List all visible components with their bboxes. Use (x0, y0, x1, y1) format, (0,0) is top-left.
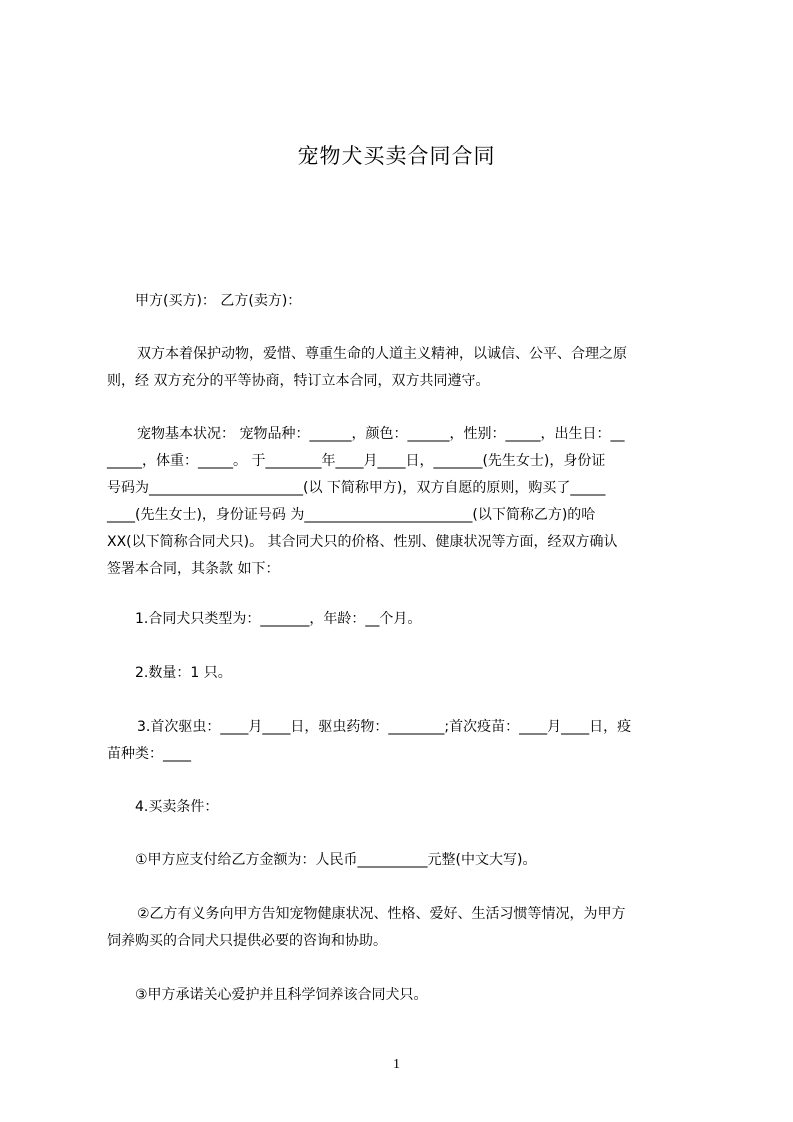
condition-2-line-2: 饲养购买的合同犬只提供必要的咨询和协助。 (107, 933, 387, 949)
condition-1: ①甲方应支付给乙方金额为：人民币__________元整(中文大写)。 (135, 852, 537, 868)
document-title: 宠物犬买卖合同合同 (297, 144, 496, 168)
clause-1: 1.合同犬只类型为：_______，年龄：__个月。 (135, 611, 422, 627)
clause-3-line-1: 3.首次驱虫：____月____日，驱虫药物：________;首次疫苗：____月____日，疫 (137, 719, 632, 735)
intro-line-1: 双方本着保护动物，爱惜、尊重生命的人道主义精神，以诚信、公平、合理之原 (137, 346, 627, 362)
clause-2: 2.数量：1 只。 (135, 665, 232, 681)
basic-info-line-3: 号码为______________________(以 下简称甲方)，双方自愿的原则，购买了_____ (107, 480, 606, 496)
clause-3 (107, 714, 713, 768)
basic-info-paragraph (107, 421, 713, 583)
basic-info-line-1: 宠物基本状况： 宠物品种：______，颜色：______，性别：_____，出生日：__ (137, 426, 625, 442)
parties-line: 甲方(买方)： 乙方(卖方)： (135, 293, 302, 309)
condition-3: ③甲方承诺关心爱护并且科学饲养该合同犬只。 (135, 987, 428, 1003)
condition-2 (107, 901, 713, 955)
basic-info-line-5: XX(以下简称合同犬只)。 其合同犬只的价格、性别、健康状况等方面，经双方确认 (107, 534, 618, 550)
basic-info-line-4: ____(先生女士)，身份证号码 为________________________(以下简称乙方)的哈 (107, 507, 596, 523)
intro-paragraph (107, 341, 713, 395)
basic-info-line-2: _____，体重：_____。 于________年____月____日，_______(先生女士)，身份证 (107, 453, 606, 469)
condition-2-line-1: ②乙方有义务向甲方告知宠物健康状况、性格、爱好、生活习惯等情况，为甲方 (137, 906, 626, 922)
basic-info-line-6: 签署本合同，其条款 如下： (107, 561, 280, 577)
clause-4: 4.买卖条件： (135, 799, 219, 815)
clause-3-line-2: 苗种类：____ (107, 746, 191, 762)
page-number: 1 (393, 1057, 400, 1072)
intro-line-2: 则，经 双方充分的平等协商，特订立本合同，双方共同遵守。 (107, 373, 490, 389)
